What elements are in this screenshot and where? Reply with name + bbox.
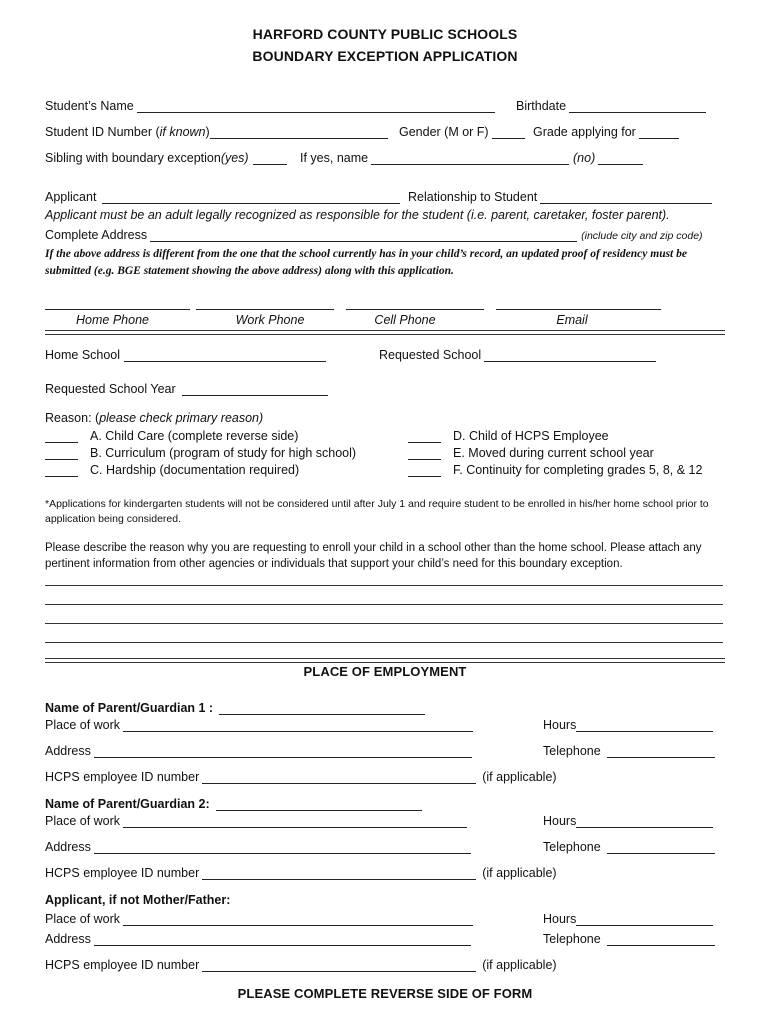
other-hcps-label: HCPS employee ID number [45, 958, 200, 972]
gender-field [399, 125, 525, 139]
reason-f-label: F. Continuity for completing grades 5, 8, & 12 [453, 463, 703, 477]
reason-option-b [45, 446, 356, 460]
proof-of-residency-note: If the above address is different from the one that the school currently has in your child’s record, an updated proof of residency must be submitted (e.g. BGE statement showing the above address) along with this application. [45, 248, 687, 277]
applicant-note: Applicant must be an adult legally recognized as responsible for the student (i.e. parent, caretaker, foster parent). [45, 208, 670, 222]
other-address-field [45, 932, 471, 946]
describe-prompt: Please describe the reason why you are requesting to enroll your child in a school other than the home school. Please attach any pertinent information from other agencies or individuals that support your child’s need for this boundary exception. [45, 542, 702, 570]
other-hcps-field [45, 958, 557, 972]
guardian2-hcps-label: HCPS employee ID number [45, 866, 200, 880]
reason-option-c [45, 463, 299, 477]
other-applicable: (if applicable) [482, 958, 557, 972]
guardian2-hours-input[interactable] [576, 815, 713, 828]
guardian2-telephone-field [543, 840, 715, 854]
reason-a-checkbox[interactable] [45, 430, 78, 443]
reason-option-d [408, 429, 609, 443]
other-hours-field [543, 912, 713, 926]
guardian2-address-label: Address [45, 840, 91, 854]
relationship-input[interactable] [540, 191, 712, 204]
sibling-no-label: (no) [573, 151, 596, 165]
reason-b-label: B. Curriculum (program of study for high school) [90, 446, 357, 460]
other-telephone-label: Telephone [543, 932, 601, 946]
guardian2-telephone-input[interactable] [607, 841, 715, 854]
work-phone-label: Work Phone [235, 313, 305, 327]
reason-c-label: C. Hardship (documentation required) [90, 463, 300, 477]
gender-input[interactable] [492, 126, 525, 139]
grade-field [533, 125, 679, 139]
reason-e-checkbox[interactable] [408, 447, 441, 460]
reason-f-checkbox[interactable] [408, 464, 441, 477]
guardian1-place-label: Place of work [45, 718, 121, 732]
guardian2-telephone-label: Telephone [543, 840, 601, 854]
guardian1-address-field [45, 744, 472, 758]
birthdate-field [516, 99, 706, 113]
address-label: Complete Address [45, 228, 148, 242]
grade-input[interactable] [639, 126, 679, 139]
reason-line-4[interactable] [45, 642, 723, 643]
reason-b-checkbox[interactable] [45, 447, 78, 460]
birthdate-label: Birthdate [516, 99, 567, 113]
other-telephone-field [543, 932, 715, 946]
sibling-label-yes: (yes) [220, 151, 249, 165]
other-place-field [45, 912, 473, 926]
reason-line-1[interactable] [45, 585, 723, 586]
guardian1-name-field [45, 701, 425, 715]
form-title-line1: HARFORD COUNTY PUBLIC SCHOOLS [252, 26, 518, 42]
requested-year-input[interactable] [182, 383, 328, 396]
student-id-label-c: ) [205, 125, 210, 139]
other-place-input[interactable] [123, 913, 473, 926]
sibling-name-field [300, 151, 569, 165]
applicant-label: Applicant [45, 190, 97, 204]
guardian2-address-input[interactable] [94, 841, 471, 854]
guardian1-place-input[interactable] [123, 719, 473, 732]
work-phone-input[interactable] [196, 309, 334, 310]
requested-school-label: Requested School [379, 348, 482, 362]
student-name-input[interactable] [137, 100, 495, 113]
other-place-label: Place of work [45, 912, 121, 926]
sibling-yes-input[interactable] [253, 152, 287, 165]
guardian1-name-input[interactable] [219, 702, 425, 715]
requested-school-input[interactable] [484, 349, 656, 362]
sibling-name-input[interactable] [371, 152, 569, 165]
email-label: Email [556, 313, 588, 327]
other-telephone-input[interactable] [607, 933, 715, 946]
kindergarten-note: *Applications for kindergarten students will not be considered until after July 1 and require student to be enrolled in his/her home school prior to application being considered. [45, 498, 709, 525]
guardian1-address-label: Address [45, 744, 91, 758]
home-school-input[interactable] [124, 349, 326, 362]
student-name-field [45, 99, 495, 113]
guardian2-applicable: (if applicable) [482, 866, 557, 880]
reason-d-checkbox[interactable] [408, 430, 441, 443]
reason-option-f [408, 463, 702, 477]
footer-note: PLEASE COMPLETE REVERSE SIDE OF FORM [237, 986, 533, 1001]
reason-line-3[interactable] [45, 623, 723, 624]
home-phone-label: Home Phone [76, 313, 149, 327]
cell-phone-input[interactable] [346, 309, 484, 310]
email-input[interactable] [496, 309, 661, 310]
applicant-field [45, 190, 400, 204]
reason-option-e [408, 446, 654, 460]
guardian1-address-input[interactable] [94, 745, 472, 758]
other-address-label: Address [45, 932, 91, 946]
reason-a-label: A. Child Care (complete reverse side) [90, 429, 299, 443]
guardian1-applicable: (if applicable) [482, 770, 557, 784]
other-hcps-input[interactable] [202, 959, 476, 972]
guardian2-hours-field [543, 814, 713, 828]
sibling-ifyes-label: If yes, name [300, 151, 369, 165]
form-title-line2: BOUNDARY EXCEPTION APPLICATION [252, 48, 518, 64]
guardian1-telephone-input[interactable] [607, 745, 715, 758]
guardian2-label: Name of Parent/Guardian 2: [45, 797, 210, 811]
address-field [45, 228, 703, 242]
guardian1-telephone-field [543, 744, 715, 758]
guardian2-place-input[interactable] [123, 815, 467, 828]
other-hours-input[interactable] [576, 913, 713, 926]
reason-label-a: Reason: ( [45, 411, 100, 425]
gender-label: Gender (M or F) [399, 125, 489, 139]
student-name-label: Student’s Name [45, 99, 134, 113]
guardian1-hcps-field [45, 770, 557, 784]
student-id-label-b: if known [159, 125, 206, 139]
cell-phone-label: Cell Phone [374, 313, 436, 327]
requested-year-label: Requested School Year [45, 382, 176, 396]
guardian1-hours-input[interactable] [576, 719, 713, 732]
requested-year-field [45, 382, 328, 396]
reason-label-b: please check primary reason) [99, 411, 264, 425]
home-school-label: Home School [45, 348, 121, 362]
requested-school-field [379, 348, 656, 362]
guardian2-name-field [45, 797, 422, 811]
applicant-input[interactable] [102, 191, 400, 204]
home-phone-input[interactable] [45, 309, 190, 310]
sibling-no-input[interactable] [598, 152, 643, 165]
guardian2-address-field [45, 840, 471, 854]
other-applicant-heading: Applicant, if not Mother/Father: [45, 893, 231, 907]
employment-divider [45, 658, 725, 663]
sibling-no-field [573, 151, 643, 165]
reason-heading [45, 411, 263, 425]
address-hint: (include city and zip code) [581, 230, 703, 242]
other-hours-label: Hours [543, 912, 577, 926]
section-divider [45, 330, 725, 335]
other-address-input[interactable] [94, 933, 471, 946]
relationship-field [408, 190, 712, 204]
grade-label: Grade applying for [533, 125, 636, 139]
reason-d-label: D. Child of HCPS Employee [453, 429, 609, 443]
reason-c-checkbox[interactable] [45, 464, 78, 477]
guardian2-hours-label: Hours [543, 814, 577, 828]
reason-e-label: E. Moved during current school year [453, 446, 654, 460]
sibling-field [45, 151, 287, 165]
guardian1-place-field [45, 718, 473, 732]
guardian2-name-input[interactable] [216, 798, 422, 811]
reason-line-2[interactable] [45, 604, 723, 605]
birthdate-input[interactable] [569, 100, 706, 113]
guardian1-label: Name of Parent/Guardian 1 : [45, 701, 214, 715]
student-id-label-a: Student ID Number ( [45, 125, 160, 139]
guardian2-place-field [45, 814, 467, 828]
student-id-field [45, 125, 388, 139]
employment-heading: PLACE OF EMPLOYMENT [303, 664, 467, 679]
guardian1-hours-field [543, 718, 713, 732]
guardian2-hcps-input[interactable] [202, 867, 476, 880]
guardian1-hcps-input[interactable] [202, 771, 476, 784]
relationship-label: Relationship to Student [408, 190, 538, 204]
home-school-field [45, 348, 326, 362]
guardian2-place-label: Place of work [45, 814, 121, 828]
guardian1-telephone-label: Telephone [543, 744, 601, 758]
student-id-input[interactable] [210, 126, 388, 139]
guardian2-hcps-field [45, 866, 557, 880]
address-input[interactable] [150, 229, 577, 242]
guardian1-hcps-label: HCPS employee ID number [45, 770, 200, 784]
guardian1-hours-label: Hours [543, 718, 577, 732]
sibling-label-a: Sibling with boundary exception [45, 151, 221, 165]
reason-option-a [45, 429, 298, 443]
